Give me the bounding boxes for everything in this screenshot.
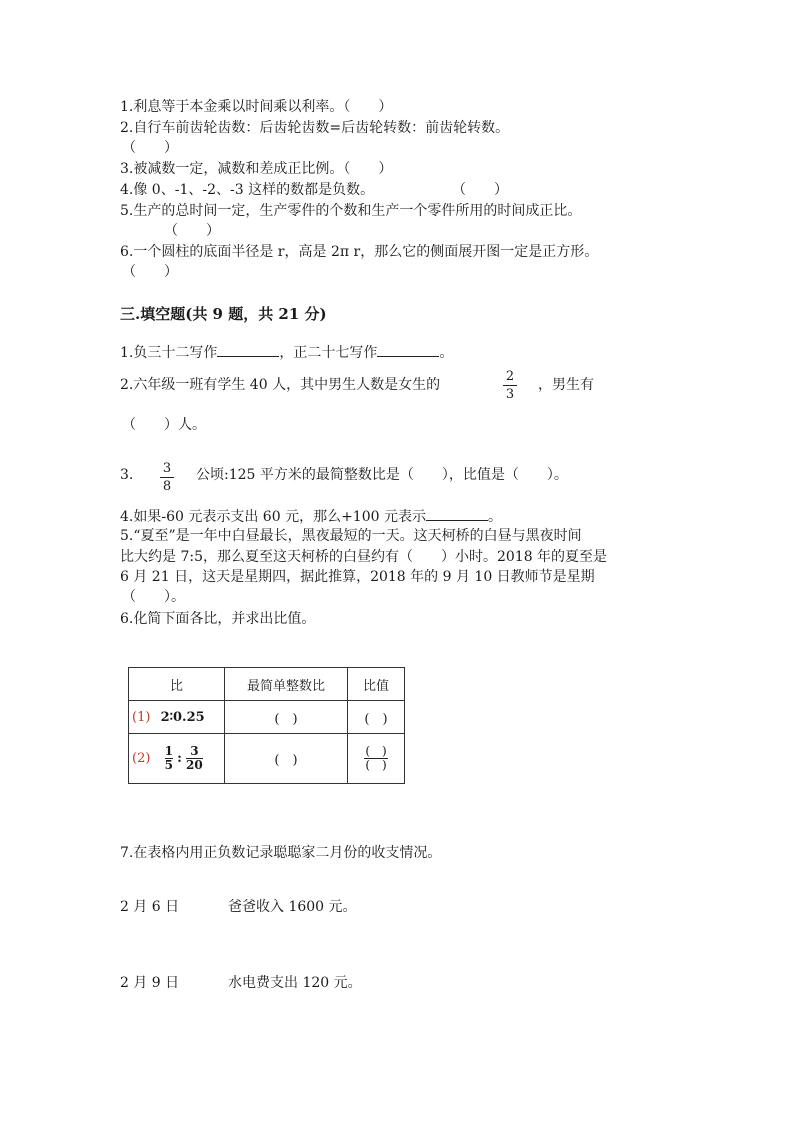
- fill-q4-text-a: 4.如果-60 元表示支出 60 元，那么+100 元表示: [120, 509, 426, 525]
- fill-q5-line-1: 5.“夏至”是一年中白昼最长，黑夜最短的一天。这天柯桥的白昼与黑夜时间: [120, 528, 582, 544]
- fill-q3-number: 3.: [120, 467, 134, 483]
- fill-q4: [120, 506, 502, 527]
- table-header-value: 比值: [348, 668, 405, 701]
- table-row-2-value[interactable]: [348, 734, 405, 784]
- table-row-1-no: (1): [132, 709, 151, 725]
- fill-q1-text-c: 。: [439, 345, 454, 361]
- fill-q1-text-b: ，正二十七写作: [279, 345, 378, 361]
- judge-q6: 6.一个圆柱的底面半径是 r，高是 2π r，那么它的侧面展开图一定是正方形。: [120, 244, 599, 260]
- table-row-1-ratio: [129, 701, 225, 734]
- table-row-2-sep: :: [177, 751, 182, 766]
- judge-q6-answer: （ ）: [122, 264, 178, 280]
- record-2-text: 水电费支出 120 元。: [228, 975, 362, 991]
- table-row-2-den1: 5: [164, 758, 173, 772]
- table-row-2-expr: [164, 744, 203, 772]
- table-row-1-value[interactable]: ( ): [348, 701, 405, 734]
- table-header-row: [129, 668, 405, 701]
- table-row-1-simple[interactable]: ( ): [225, 701, 348, 734]
- table-header-ratio: 比: [129, 668, 225, 701]
- table-header-simple: 最简单整数比: [225, 668, 348, 701]
- fill-q2-frac-num: 2: [505, 369, 515, 384]
- fill-q4-blank[interactable]: [426, 506, 488, 521]
- record-1-text: 爸爸收入 1600 元。: [228, 899, 357, 915]
- judge-q1: 1.利息等于本金乘以时间乘以利率。（ ）: [120, 99, 393, 115]
- judge-q2-answer: （ ）: [122, 140, 178, 156]
- fill-q2-frac-den: 3: [505, 387, 515, 402]
- fill-q2-text-b: ，男生有: [538, 377, 594, 393]
- fill-q2-text-a: 2.六年级一班有学生 40 人，其中男生人数是女生的: [120, 377, 441, 393]
- table-row-1-expr: 2∶0.25: [160, 709, 205, 725]
- fill-q1: [120, 342, 453, 363]
- table-row-2-den2: 20: [186, 758, 203, 772]
- judge-q3: 3.被减数一定，减数和差成正比例。（ ）: [120, 161, 393, 177]
- judge-q4: 4.像 0、-1、-2、-3 这样的数都是负数。: [120, 182, 375, 198]
- fill-q5-line-3: 6 月 21 日，这天是星期四，据此推算，2018 年的 9 月 10 日教师节是星期: [120, 569, 595, 585]
- table-row: [129, 734, 405, 784]
- judge-q4-answer: （ ）: [452, 182, 508, 198]
- fill-q2-fraction: [503, 369, 517, 402]
- judge-q5: 5.生产的总时间一定，生产零件的个数和生产一个零件所用的时间成正比。: [120, 203, 582, 219]
- table-row-2-value-num: ( ): [365, 744, 387, 758]
- table-row-2-simple[interactable]: ( ): [225, 734, 348, 784]
- fill-q5-line-4: （ ）。: [122, 589, 185, 605]
- table-row-2-no: (2): [132, 751, 151, 766]
- fill-q3-text: 公顷:125 平方米的最简整数比是（ ），比值是（ ）。: [196, 467, 568, 483]
- record-2-date: 2 月 9 日: [120, 975, 180, 991]
- table-row-2-num2: 3: [190, 744, 199, 758]
- judge-q5-answer: （ ）: [164, 223, 220, 239]
- fill-q7: 7.在表格内用正负数记录聪聪家二月份的收支情况。: [120, 845, 442, 861]
- judge-q2: 2.自行车前齿轮齿数：后齿轮齿数=后齿轮转数：前齿轮转数。: [120, 120, 510, 136]
- fill-q1-blank-1[interactable]: [217, 342, 279, 357]
- fill-q2-answer: （ ）人。: [122, 417, 206, 433]
- fill-q1-text-a: 1.负三十二写作: [120, 345, 218, 361]
- table-row-2-num1: 1: [164, 744, 173, 758]
- table-row-2-value-den: ( ): [365, 758, 387, 772]
- record-1-date: 2 月 6 日: [120, 899, 180, 915]
- section-title: 三.填空题(共 9 题，共 21 分): [120, 305, 327, 323]
- table-row-2-ratio: [129, 734, 225, 784]
- fill-q5-line-2: 比大约是 7:5，那么夏至这天柯桥的白昼约有（ ）小时。2018 年的夏至是: [120, 549, 608, 565]
- fill-q4-text-b: 。: [487, 509, 502, 525]
- fill-q6: 6.化简下面各比，并求出比值。: [120, 611, 316, 627]
- fill-q1-blank-2[interactable]: [377, 342, 439, 357]
- fill-q3-fraction: [160, 461, 174, 494]
- table-row: [129, 701, 405, 734]
- fill-q3-frac-den: 8: [162, 479, 172, 494]
- ratio-table: [128, 667, 405, 784]
- fill-q3-frac-num: 3: [162, 461, 172, 476]
